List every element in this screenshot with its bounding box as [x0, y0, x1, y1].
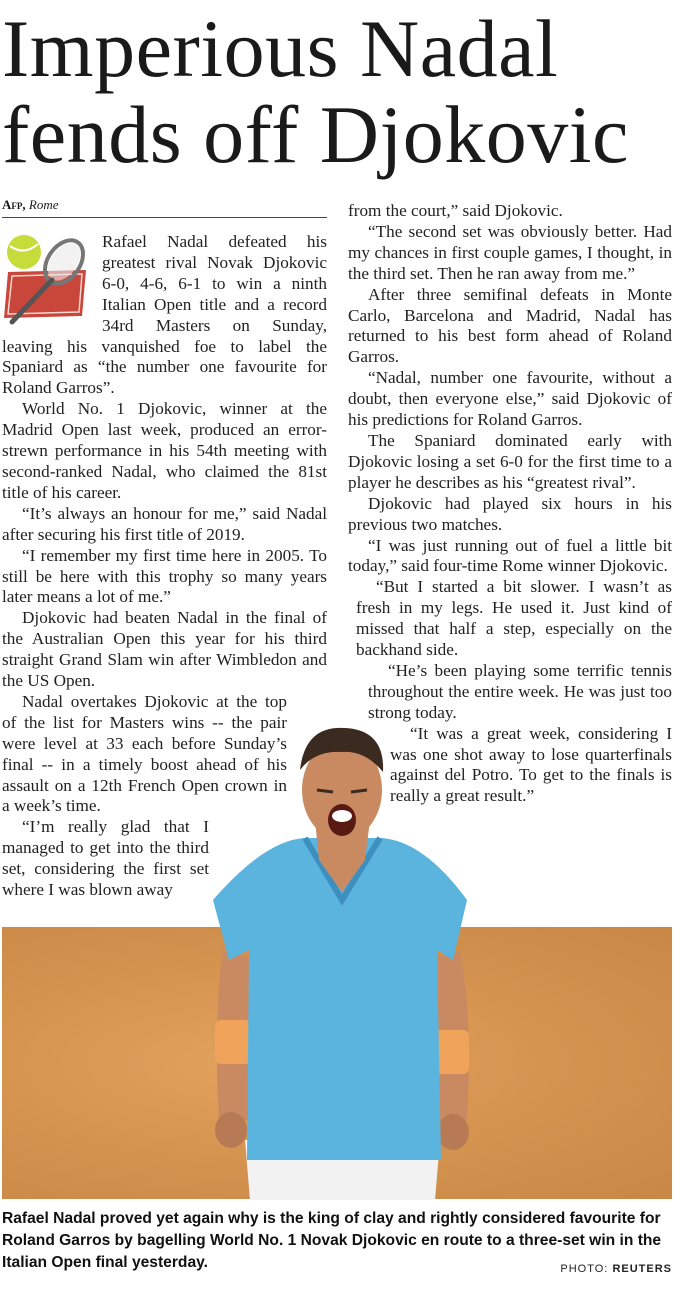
- paragraph: “I remember my first time here in 2005. To still be here with this trophy so many years later means a lot of me.”: [2, 545, 327, 607]
- photo-credit: [560, 1263, 672, 1275]
- paragraph: “Nadal, number one favourite, without a doubt, then everyone else,” said Djokovic of his predictions for Roland Garros.: [348, 368, 672, 430]
- paragraph: After three semifinal defeats in Monte Carlo, Barcelona and Madrid, Nadal has returned to his best form ahead of Roland Garros.: [348, 284, 672, 367]
- headline-line2: fends off Djokovic: [2, 89, 629, 180]
- credit-source: REUTERS: [612, 1263, 672, 1275]
- credit-label: PHOTO:: [560, 1263, 609, 1275]
- paragraph: Djokovic had beaten Nadal in the final of the Australian Open this year for his third straight Grand Slam win after Wimbledon and the US Open.: [2, 608, 327, 691]
- paragraph: “The second set was obviously better. Had my chances in first couple games, I thought, in the third set. Then he ran away from me.”: [348, 221, 672, 283]
- paragraph: from the court,” said Djokovic.: [348, 201, 563, 220]
- paragraph: Nadal overtakes Djokovic at the top of the list for Masters wins -- the pair were level at 33 each before Sunday’s final -- in a timely boost ahead of his assault on a 12th French Open crown in a week’s time.: [2, 691, 287, 816]
- player-photo: [205, 720, 480, 1200]
- paragraph: “He’s been playing some terrific tennis throughout the entire week. He was just too strong today.: [368, 660, 672, 722]
- paragraph: “It’s always an honour for me,” said Nadal after securing his first title of 2019.: [2, 503, 327, 544]
- headline-line1: Imperious Nadal: [2, 3, 559, 94]
- paragraph: “I’m really glad that I managed to get into the third set, considering the first set where I was blown away: [2, 817, 209, 900]
- tennis-icon: [2, 232, 94, 328]
- paragraph: “I was just running out of fuel a little bit today,” said four-time Rome winner Djokovic.: [348, 535, 672, 576]
- photo-caption: Rafael Nadal proved yet again why is the king of clay and rightly considered favourite for Roland Garros by bagelling World No. 1 Novak Djokovic en route to a three-set win in the Italian Open final yesterday.: [2, 1210, 662, 1271]
- paragraph: Rafael Nadal defeated his greatest rival Novak Djokovic 6-0, 4-6, 6-1 to win a ninth Italian Open title and a record 34rd Masters on Sunday, leaving his vanquished foe to label the Spaniard as “the number one favourite for Roland Garros”.: [2, 232, 327, 398]
- byline-place: Rome: [28, 197, 59, 212]
- byline: [2, 197, 327, 218]
- paragraph: “But I started a bit slower. I wasn’t as fresh in my legs. He used it. Just kind of missed that half a step, especially on the backhand side.: [356, 577, 672, 660]
- article-column-2: [348, 201, 672, 807]
- paragraph: “It was a great week, considering I was one shot away to lose quarterfinals against del Potro. To get to the finals is really a great result.”: [390, 723, 672, 806]
- paragraph: World No. 1 Djokovic, winner at the Madrid Open last week, produced an error-strewn performance in his 54th meeting with second-ranked Nadal, who claimed the 81st title of his career.: [2, 399, 327, 502]
- headline: [2, 3, 686, 180]
- byline-agency: Afp,: [2, 197, 26, 212]
- paragraph: Djokovic had played six hours in his previous two matches.: [348, 493, 672, 534]
- paragraph: The Spaniard dominated early with Djokovic losing a set 6-0 for the first time to a player he describes as his “greatest rival”.: [348, 430, 672, 492]
